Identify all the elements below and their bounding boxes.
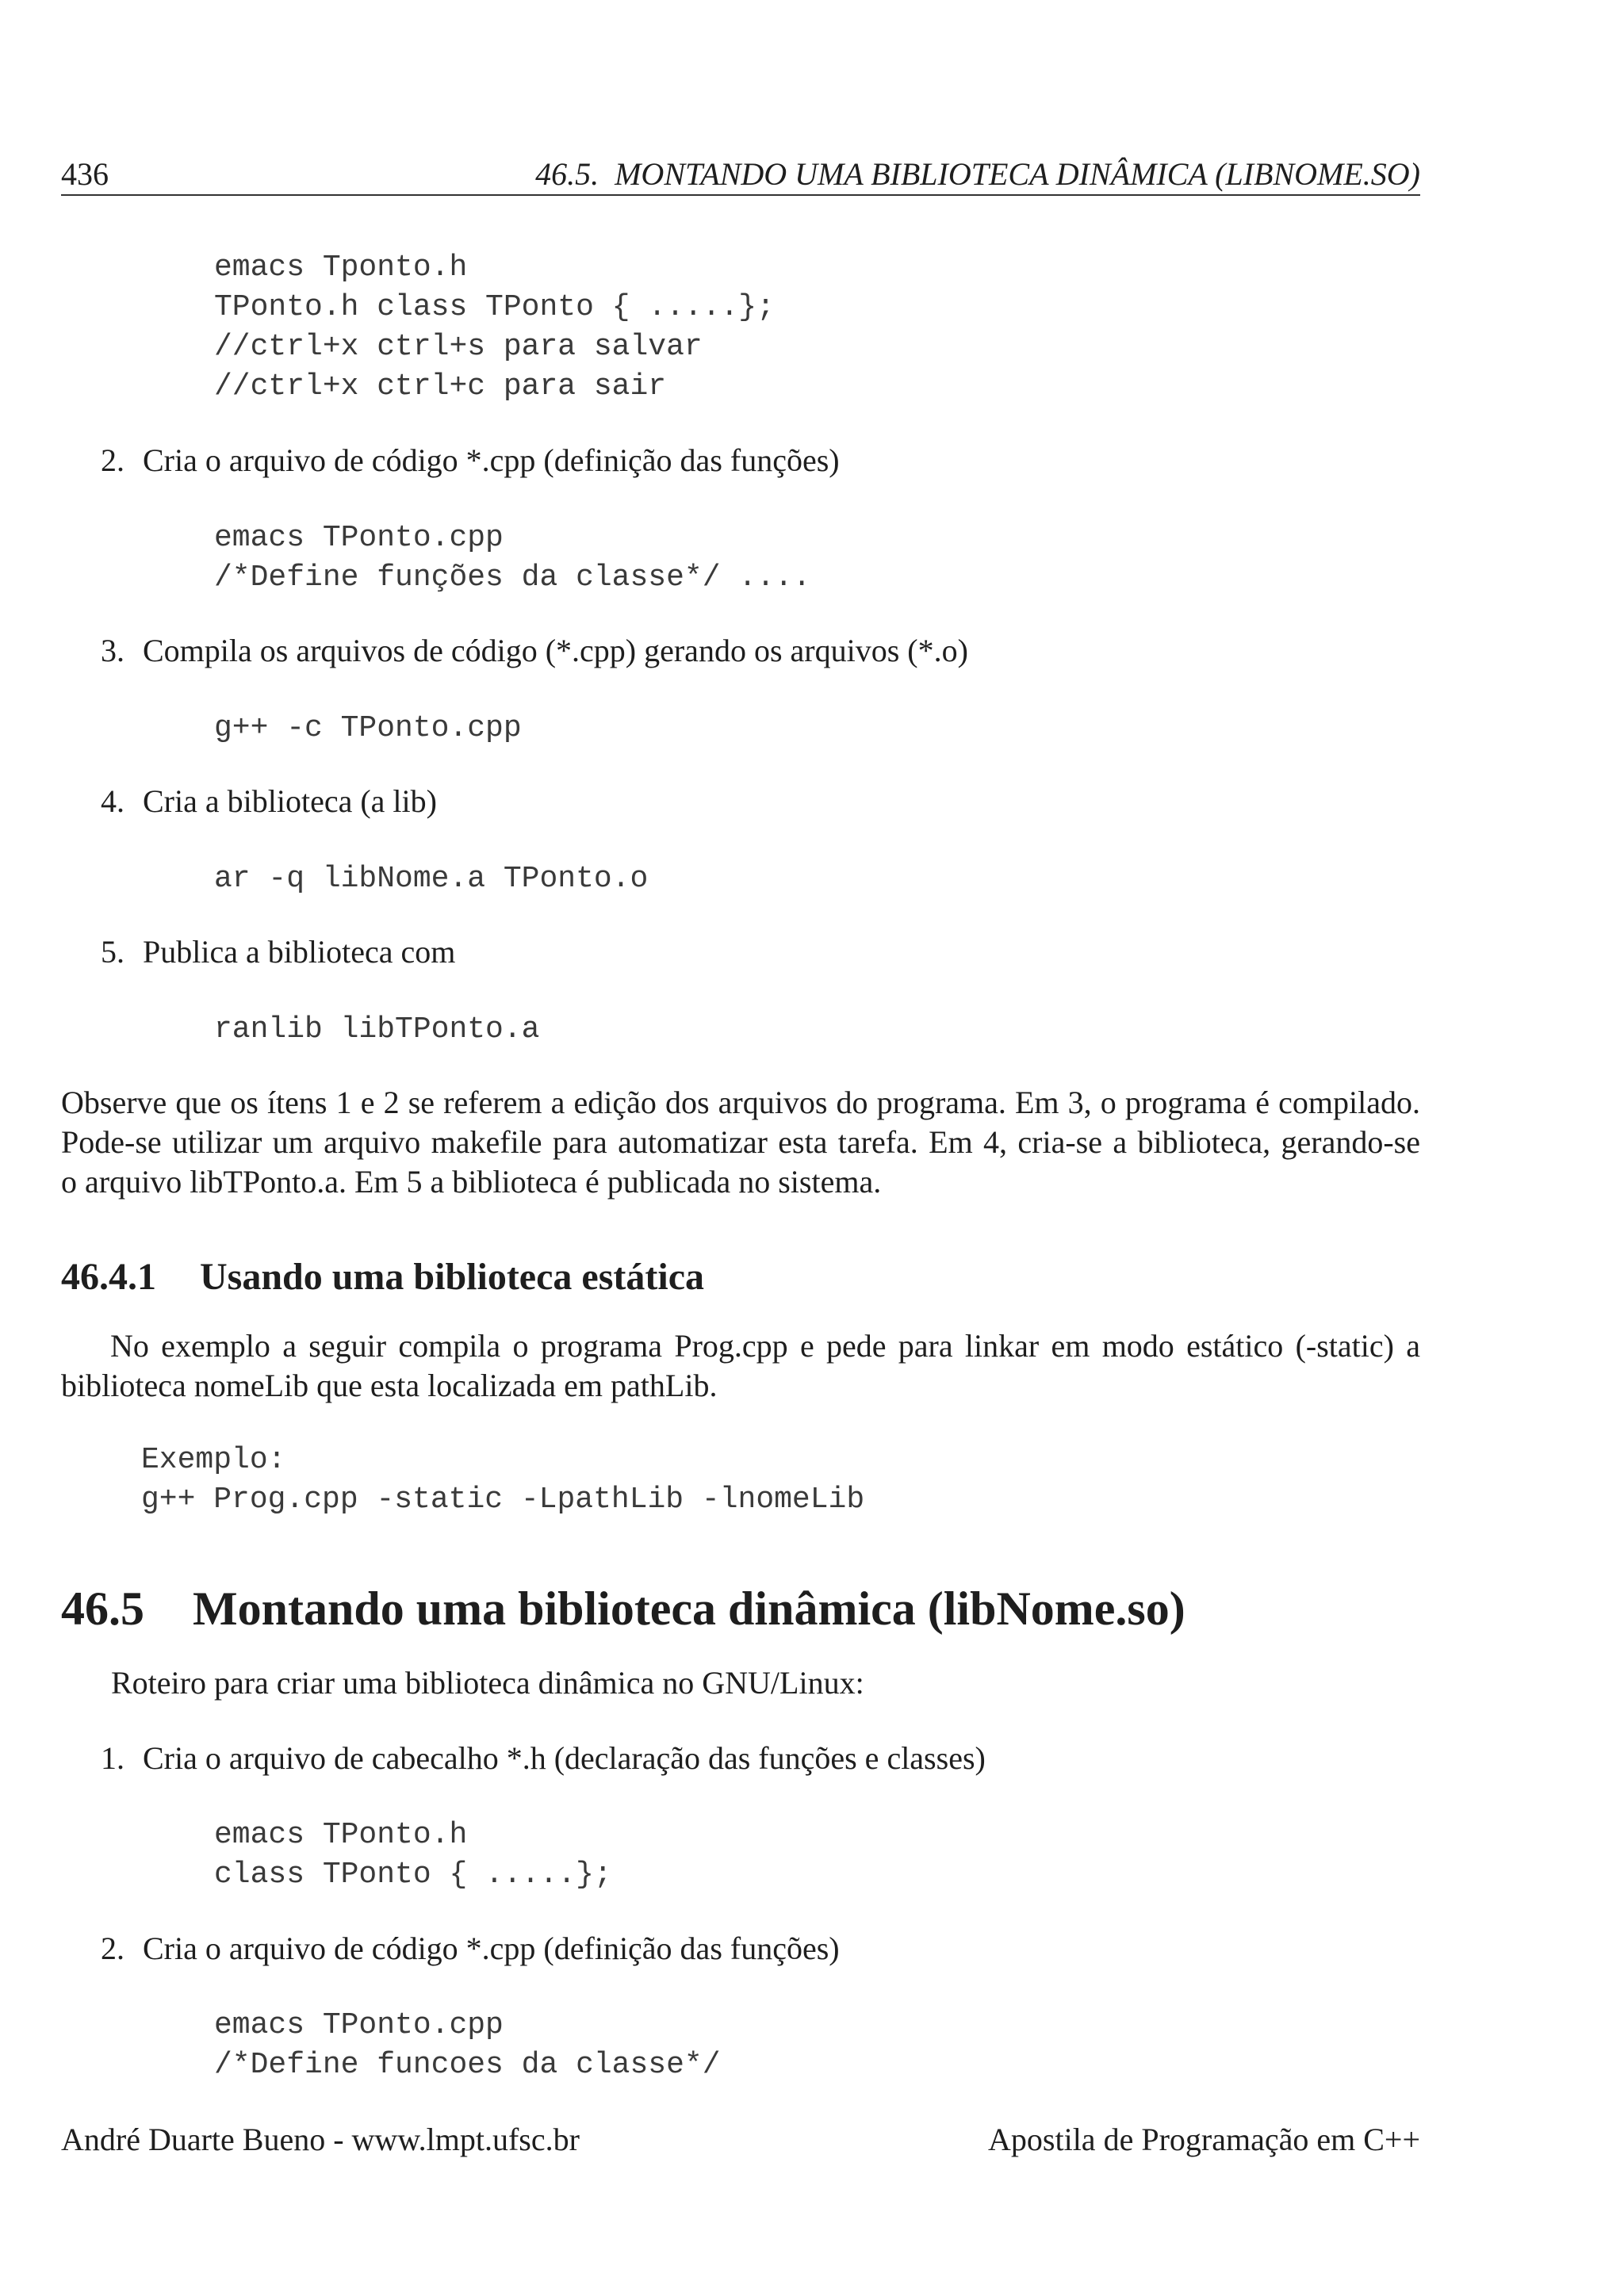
code-line: //ctrl+x ctrl+c para sair [214, 369, 667, 404]
code-line: /*Define funções da classe*/ .... [214, 561, 811, 595]
code-line: class TPonto { .....}; [214, 1858, 612, 1892]
subsection-title: Usando uma biblioteca estática [200, 1256, 704, 1298]
code-line: g++ -c TPonto.cpp [214, 711, 522, 745]
paragraph-line: Observe que os ítens 1 e 2 se referem a edição dos arquivos do programa. Em 3, o programa é compilado. [61, 1085, 1420, 1120]
code-line: Exemplo: [141, 1443, 286, 1477]
list-item-text: Cria a biblioteca (a lib) [143, 783, 437, 819]
subsection-paragraph [61, 1326, 1420, 1406]
list-number: 5. [101, 934, 124, 970]
code-line: /*Define funcoes da classe*/ [214, 2048, 721, 2082]
running-title: 46.5. MONTANDO UMA BIBLIOTECA DINÂMICA (LIBNOME.SO) [535, 156, 1420, 192]
paragraph-line: Pode-se utilizar um arquivo makefile para automatizar esta tarefa. Em 4, cria-se a biblioteca, gerando-se [61, 1124, 1420, 1160]
section-title: Montando uma biblioteca dinâmica (libNome.so) [193, 1582, 1185, 1635]
code-line: TPonto.h class TPonto { .....}; [214, 290, 775, 324]
code-line: ranlib libTPonto.a [214, 1012, 540, 1047]
section-intro: Roteiro para criar uma biblioteca dinâmica no GNU/Linux: [111, 1665, 864, 1701]
list-item-text: Cria o arquivo de código *.cpp (definição das funções) [143, 442, 840, 478]
section-number: 46.5 [61, 1582, 144, 1635]
page-number: 436 [61, 156, 109, 192]
footer-author: André Duarte Bueno - www.lmpt.ufsc.br [61, 2122, 580, 2157]
footer-title: Apostila de Programação em C++ [988, 2122, 1420, 2157]
list-number: 2. [101, 442, 124, 478]
list-item-text: Cria o arquivo de cabecalho *.h (declaração das funções e classes) [143, 1740, 986, 1776]
code-line: emacs TPonto.cpp [214, 521, 504, 555]
code-line: g++ Prog.cpp -static -LpathLib -lnomeLib [141, 1483, 865, 1517]
paragraph-line: o arquivo libTPonto.a. Em 5 a biblioteca é publicada no sistema. [61, 1164, 882, 1200]
list-item-text: Publica a biblioteca com [143, 934, 456, 970]
paragraph-line: biblioteca nomeLib que esta localizada em pathLib. [61, 1368, 718, 1403]
paragraph-line: No exemplo a seguir compila o programa Prog.cpp e pede para linkar em modo estático (-static) a [110, 1328, 1420, 1364]
list-item-text: Compila os arquivos de código (*.cpp) gerando os arquivos (*.o) [143, 633, 968, 668]
code-line: ar -q libNome.a TPonto.o [214, 862, 649, 896]
header-rule [61, 194, 1420, 196]
observe-paragraph [61, 1083, 1420, 1202]
list-number: 4. [101, 783, 124, 819]
code-line: emacs TPonto.cpp [214, 2008, 504, 2042]
code-line: //ctrl+x ctrl+s para salvar [214, 330, 703, 364]
list-number: 1. [101, 1740, 124, 1776]
code-line: emacs Tponto.h [214, 251, 468, 285]
list-number: 3. [101, 633, 124, 668]
code-line: emacs TPonto.h [214, 1818, 468, 1852]
list-item-text: Cria o arquivo de código *.cpp (definição das funções) [143, 1931, 840, 1966]
subsection-number: 46.4.1 [61, 1256, 156, 1298]
list-number: 2. [101, 1931, 124, 1966]
